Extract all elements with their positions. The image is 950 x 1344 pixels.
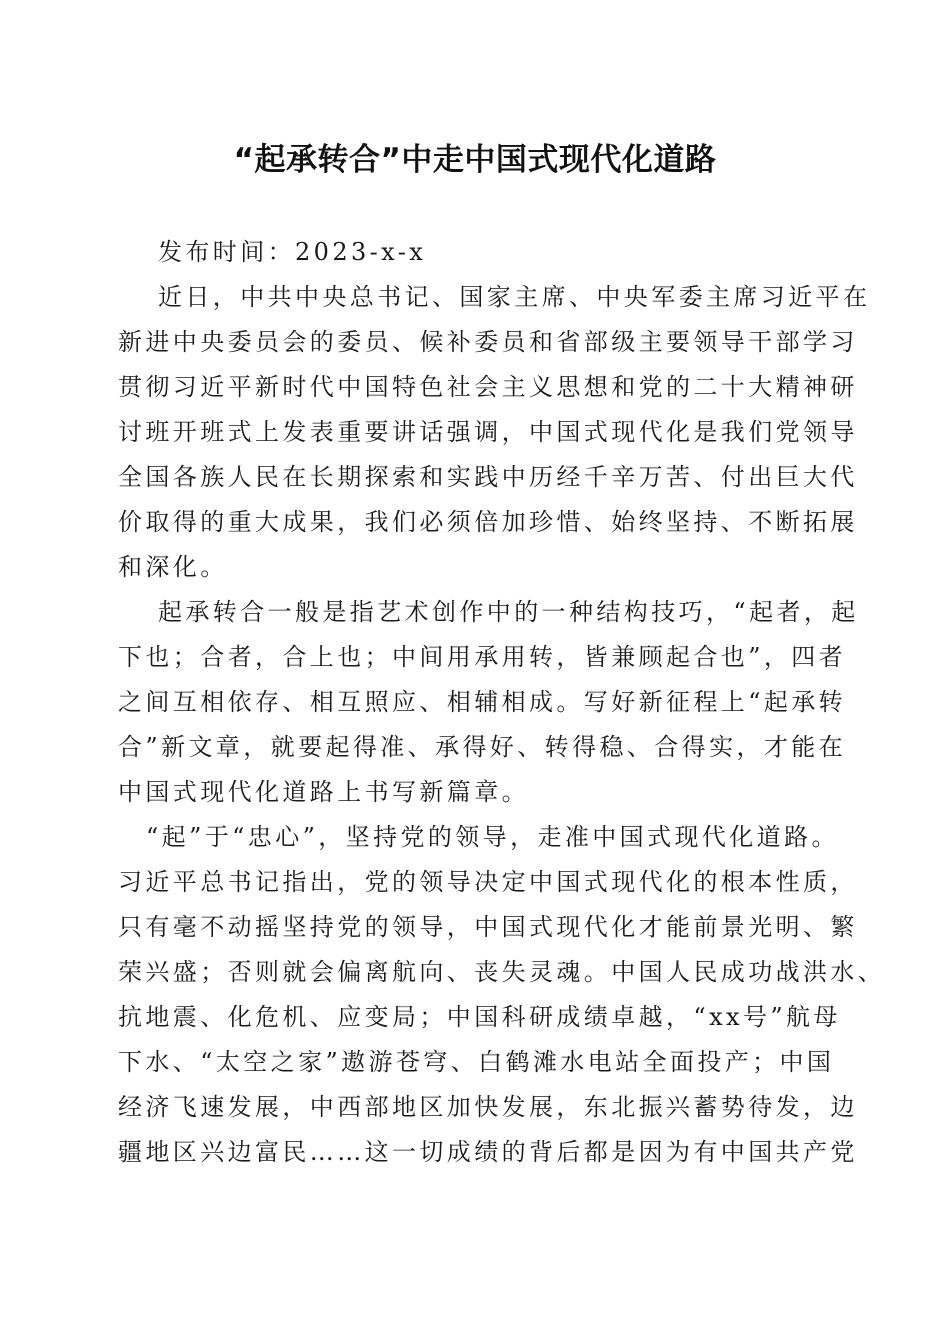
paragraph-line: 抗地震、化危机、应变局；中国科研成绩卓越，“xx号”航母 — [118, 1003, 841, 1031]
document-title: “起承转合”中走中国式现代化道路 — [233, 142, 717, 178]
paragraph-line: 下也；合者，合上也；中间用承用转，皆兼顾起合也”，四者 — [118, 643, 847, 671]
paragraph-line: 讨班开班式上发表重要讲话强调，中国式现代化是我们党领导 — [118, 418, 858, 446]
paragraph-line: 近日，中共中央总书记、国家主席、中央军委主席习近平在 — [158, 283, 871, 311]
paragraph-1 — [118, 275, 871, 590]
paragraph-line: 价取得的重大成果，我们必须倍加珍惜、始终坚持、不断拓展 — [118, 508, 858, 536]
paragraph-line: “起”于“忠心”，坚持党的领导，走准中国式现代化道路。 — [146, 823, 839, 851]
paragraph-line: 新进中央委员会的委员、候补委员和省部级主要领导干部学习 — [118, 328, 858, 356]
paragraph-line: 和深化。 — [118, 553, 228, 581]
paragraph-line: 全国各族人民在长期探索和实践中历经千辛万苦、付出巨大代 — [118, 463, 858, 491]
paragraph-line: 起承转合一般是指艺术创作中的一种结构技巧，“起者，起 — [158, 598, 859, 626]
paragraph-line: 只有毫不动摇坚持党的领导，中国式现代化才能前景光明、繁 — [118, 913, 858, 941]
paragraph-line: 中国式现代化道路上书写新篇章。 — [118, 778, 529, 806]
paragraph-2 — [118, 590, 859, 815]
paragraph-line: 疆地区兴边富民……这一切成绩的背后都是因为有中国共产党 — [118, 1138, 858, 1166]
paragraph-line: 荣兴盛；否则就会偏离航向、丧失灵魂。中国人民成功战洪水、 — [118, 958, 886, 986]
paragraph-3 — [118, 815, 886, 1175]
paragraph-line: 经济飞速发展，中西部地区加快发展，东北振兴蓄势待发，边 — [118, 1093, 858, 1121]
paragraph-line: 之间互相依存、相互照应、相辅相成。写好新征程上“起承转 — [118, 688, 847, 716]
paragraph-line: 下水、“太空之家”遨游苍穹、白鹤滩水电站全面投产；中国 — [118, 1048, 835, 1076]
paragraph-line: 贯彻习近平新时代中国特色社会主义思想和党的二十大精神研 — [118, 373, 858, 401]
paragraph-line: 合”新文章，就要起得准、承得好、转得稳、合得实，才能在 — [118, 733, 847, 761]
paragraph-line: 习近平总书记指出，党的领导决定中国式现代化的根本性质， — [118, 868, 858, 896]
publish-date: 发布时间：2023-x-x — [158, 238, 427, 266]
document-body — [118, 230, 886, 1175]
